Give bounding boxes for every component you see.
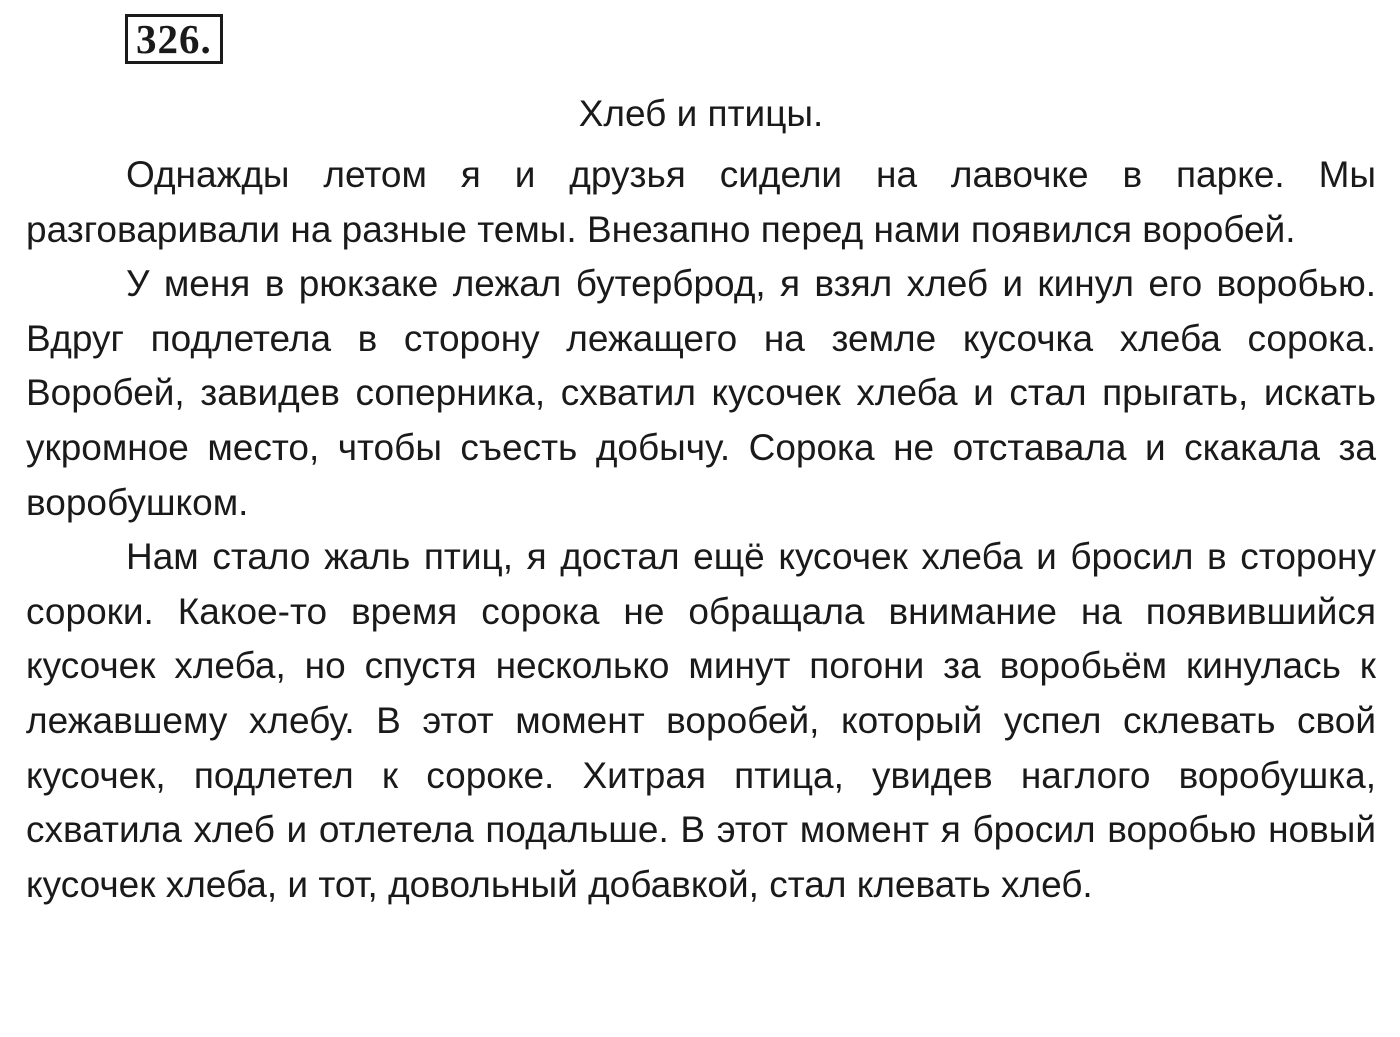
paragraph: Однажды летом я и друзья сидели на лавочке в парке. Мы разговаривали на разные темы. Внезапно перед нами появился воробей. (26, 154, 1376, 250)
paragraph: Нам стало жаль птиц, я достал ещё кусочек хлеба и бросил в сторону сороки. Какое-то время сорока не обращала внимание на появившийся кусочек хлеба, но спустя несколько минут погони за воробьём кинулась к лежавшему хлебу. В этот момент воробей, который успел склевать свой кусочек, подлетел к сороке. Хитрая птица, увидев наглого воробушка, схватила хлеб и отлетела подальше. В этот момент я бросил воробью новый кусочек хлеба, и тот, довольный добавкой, стал клевать хлеб. (26, 536, 1376, 905)
paragraph: У меня в рюкзаке лежал бутерброд, я взял хлеб и кинул его воробью. Вдруг подлетела в сторону лежащего на земле кусочка хлеба сорока. Воробей, завидев соперника, схватил кусочек хлеба и стал прыгать, искать укромное место, чтобы съесть добычу. Сорока не отставала и скакала за воробушком. (26, 263, 1376, 523)
text-title: Хлеб и птицы. (578, 93, 824, 134)
exercise-number: 326. (125, 14, 223, 64)
text-body (26, 148, 1376, 912)
